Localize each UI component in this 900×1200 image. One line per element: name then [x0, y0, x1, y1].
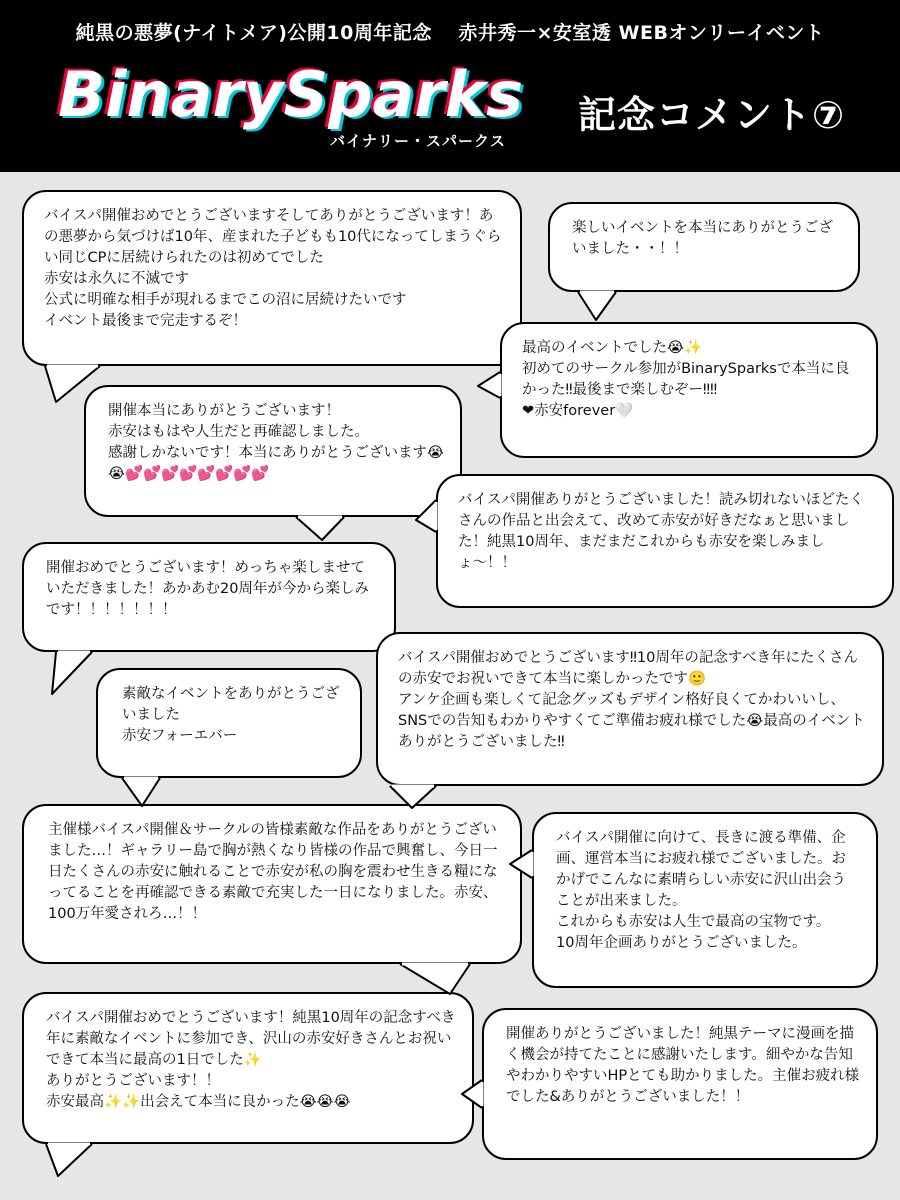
comment-bubble-8 — [96, 668, 362, 778]
comment-title: 記念コメント⑦ — [578, 93, 846, 137]
comment-bubble-3 — [500, 322, 878, 458]
comment-text: バイスパ開催に向けて、長きに渡る準備、企画、運営本当にお疲れ様でございました。おかげでこんなに素晴らしい赤安に沢山出会うことが出来ました。 これからも赤安は人生で最高の宝物です。 10周年企画ありがとうございました。 — [556, 830, 846, 951]
bubble-tail-8 — [122, 778, 160, 806]
comment-bubble-10 — [532, 812, 878, 988]
bubble-tail-9 — [400, 964, 470, 994]
comment-bubble-6 — [22, 542, 396, 652]
comment-text: バイスパ開催おめでとうございますそしてありがとうございます！あの悪夢から気づけば10年、産まれた子どもも10代になってしまうぐらい同じCPに居続けられたのは初めてでした 赤安は永久に不滅です 公式に明確な相手が現れるまでこの沼に居続けたいです イベント最後まで完走するぞ！ — [44, 208, 502, 329]
logo — [58, 58, 528, 158]
comment-text: バイスパ開催おめでとうございます‼10周年の記念すべき年にたくさんの赤安でお祝いできて本当に楽しかったです🙂 アンケ企画も楽しくて記念グッズもデザイン格好良くてかわいいし、SNSでの告知もわかりやすくてご準備お疲れ様でした😭最高のイベントありがとうございました‼ — [398, 650, 865, 750]
bubble-tail-3 — [478, 372, 500, 398]
logo-kana: バイナリー・スパークス — [330, 132, 506, 150]
comment-text: 素敵なイベントをありがとうございました 赤安フォーエバー — [122, 686, 340, 744]
comment-bubble-1 — [22, 190, 522, 366]
comment-bubble-4 — [84, 385, 462, 517]
comment-bubble-12 — [482, 1008, 878, 1160]
comment-text: 開催おめでとうございます！めっちゃ楽しませていただきました！あかあむ20周年が今から楽しみです！！！！！！！ — [46, 560, 369, 618]
bubble-tail-4 — [296, 517, 344, 540]
comment-text: 主催様バイスパ開催＆サークルの皆様素敵な作品をありがとうございました…！ギャラリー島で胸が熱くなり皆様の作品で興奮し、今日一日たくさんの赤安に触れることで赤安が私の胸を震わせ生きる糧になってることを再確認できる素敵で充実した一日になりました。赤安、100万年愛されろ…！！ — [48, 822, 498, 922]
comment-bubble-9 — [22, 804, 522, 964]
comment-bubble-2 — [548, 202, 860, 292]
comment-text: 開催本当にありがとうございます！ 赤安はもはや人生だと再確認しました。 感謝しかないです！本当にありがとうございます😭😭💕💕💕💕💕💕💕💕 — [108, 403, 444, 482]
comment-text: 最高のイベントでした😭✨ 初めてのサークル参加がBinarySparksで本当に良かった‼最後まで楽しむぞー‼‼ ❤赤安forever🤍 — [522, 340, 850, 419]
bubble-tail-2 — [578, 292, 616, 320]
comment-text: バイスパ開催おめでとうございます！純黒10周年の記念すべき年に素敵なイベントに参加でき、沢山の赤安好きさんとお祝いできて本当に最高の1日でした✨ ありがとうございます！！ 赤安最高✨✨出会えて本当に良かった😭😭😭 — [46, 1010, 456, 1110]
header-banner — [0, 0, 900, 172]
comment-text: 開催ありがとうございました！純黒テーマに漫画を描く機会が持てたことに感謝いたします。細やかな告知やわかりやすいHPとても助かりました。主催お疲れ様でした&ありがとうございました！！ — [506, 1026, 860, 1105]
comment-bubble-7 — [376, 632, 884, 786]
comment-text: 楽しいイベントを本当にありがとうございました・・！！ — [572, 220, 833, 257]
comment-bubble-5 — [436, 474, 894, 608]
event-title: 純黒の悪夢(ナイトメア)公開10周年記念 赤井秀一×安室透 WEBオンリーイベント — [75, 22, 825, 44]
bubble-tail-6 — [52, 652, 92, 694]
comment-bubble-11 — [22, 992, 474, 1144]
comment-text: バイスパ開催ありがとうございました！読み切れないほどたくさんの作品と出会えて、改めて赤安が好きだなぁと思いました！純黒10周年、まだまだこれからも赤安を楽しみましょ〜！！ — [458, 492, 864, 571]
bubble-tail-11 — [46, 1144, 92, 1176]
logo-text: BinarySparks — [58, 58, 524, 131]
